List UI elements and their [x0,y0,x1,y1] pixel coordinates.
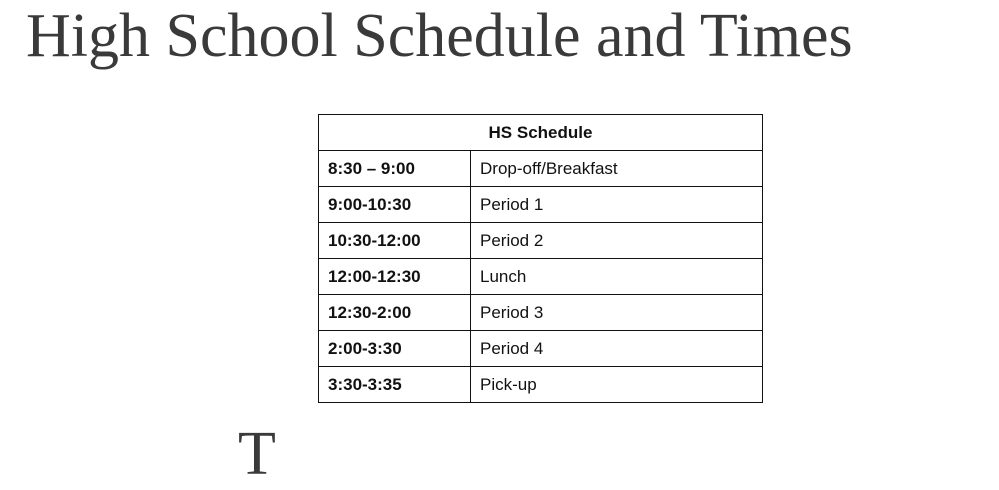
schedule-row [319,331,763,367]
schedule-row [319,151,763,187]
time-cell: 10:30-12:00 [319,223,471,259]
time-cell: 12:00-12:30 [319,259,471,295]
time-cell: 9:00-10:30 [319,187,471,223]
schedule-header: HS Schedule [319,115,763,151]
activity-cell: Drop-off/Breakfast [471,151,763,187]
page-title: High School Schedule and Times [26,2,853,70]
schedule-row [319,367,763,403]
schedule-row [319,187,763,223]
activity-cell: Pick-up [471,367,763,403]
schedule-table [318,114,763,403]
schedule-row [319,295,763,331]
activity-cell: Period 4 [471,331,763,367]
time-cell: 8:30 – 9:00 [319,151,471,187]
activity-cell: Period 3 [471,295,763,331]
activity-cell: Lunch [471,259,763,295]
time-cell: 12:30-2:00 [319,295,471,331]
next-section-heading: T [238,420,276,488]
activity-cell: Period 1 [471,187,763,223]
activity-cell: Period 2 [471,223,763,259]
time-cell: 3:30-3:35 [319,367,471,403]
schedule-header-row [319,115,763,151]
schedule-row [319,223,763,259]
schedule-row [319,259,763,295]
time-cell: 2:00-3:30 [319,331,471,367]
